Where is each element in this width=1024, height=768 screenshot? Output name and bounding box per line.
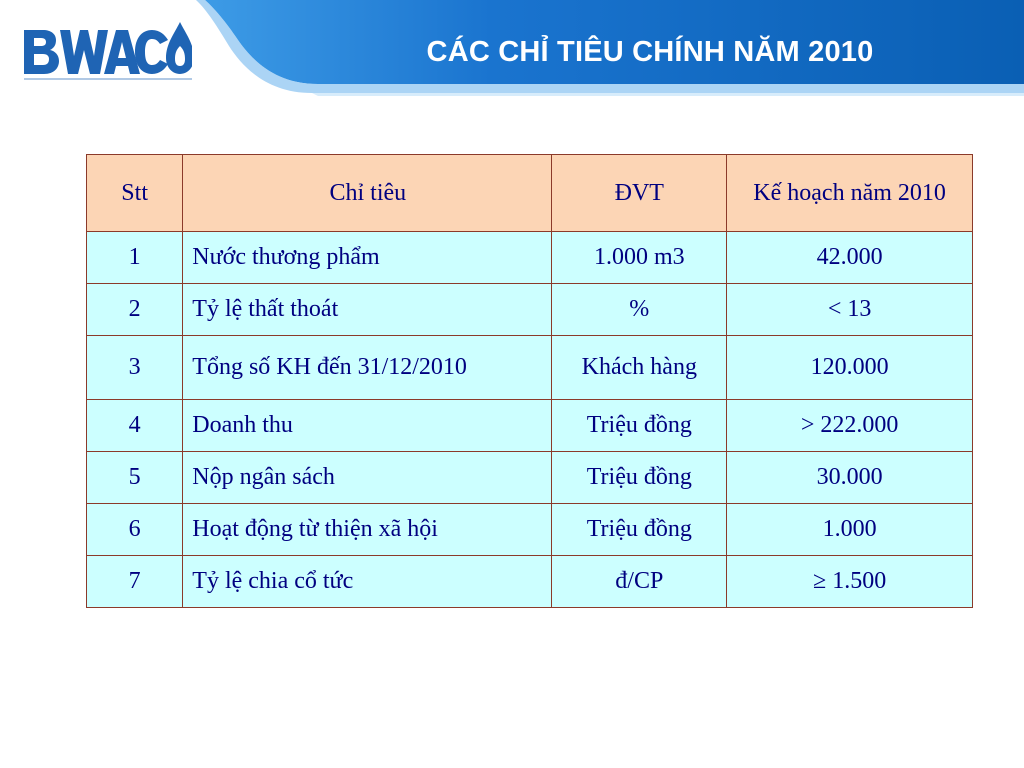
slide-title: CÁC CHỈ TIÊU CHÍNH NĂM 2010 [426,36,874,68]
row-unit: Triệu đồng [552,504,727,556]
row-indicator: Nộp ngân sách [183,452,552,504]
company-logo [22,20,192,84]
column-header-plan: Kế hoạch năm 2010 [727,155,973,232]
slide-header [0,0,1024,100]
table-header-row [87,155,973,232]
table-row [87,232,973,284]
row-indicator: Tỷ lệ chia cổ tức [183,556,552,608]
row-unit: Triệu đồng [552,452,727,504]
row-indicator: Hoạt động từ thiện xã hội [183,504,552,556]
row-plan: 120.000 [727,336,973,400]
row-unit: Triệu đồng [552,400,727,452]
row-indicator: Nước thương phẩm [183,232,552,284]
row-stt: 1 [87,232,183,284]
row-plan: ≥ 1.500 [727,556,973,608]
table-row [87,452,973,504]
row-unit: 1.000 m3 [552,232,727,284]
row-plan: 30.000 [727,452,973,504]
row-stt: 5 [87,452,183,504]
row-unit: Khách hàng [552,336,727,400]
row-indicator: Tỷ lệ thất thoát [183,284,552,336]
row-plan: 1.000 [727,504,973,556]
row-plan: < 13 [727,284,973,336]
column-header-indicator: Chỉ tiêu [183,155,552,232]
column-header-unit: ĐVT [552,155,727,232]
row-stt: 4 [87,400,183,452]
targets-table [86,154,973,608]
row-stt: 3 [87,336,183,400]
row-unit: % [552,284,727,336]
row-indicator: Tổng số KH đến 31/12/2010 [183,336,552,400]
row-stt: 2 [87,284,183,336]
row-plan: 42.000 [727,232,973,284]
table-row [87,504,973,556]
row-unit: đ/CP [552,556,727,608]
row-stt: 6 [87,504,183,556]
column-header-stt: Stt [87,155,183,232]
table-row [87,284,973,336]
table-row [87,336,973,400]
row-plan: > 222.000 [727,400,973,452]
row-indicator: Doanh thu [183,400,552,452]
table-row [87,400,973,452]
table-row [87,556,973,608]
row-stt: 7 [87,556,183,608]
